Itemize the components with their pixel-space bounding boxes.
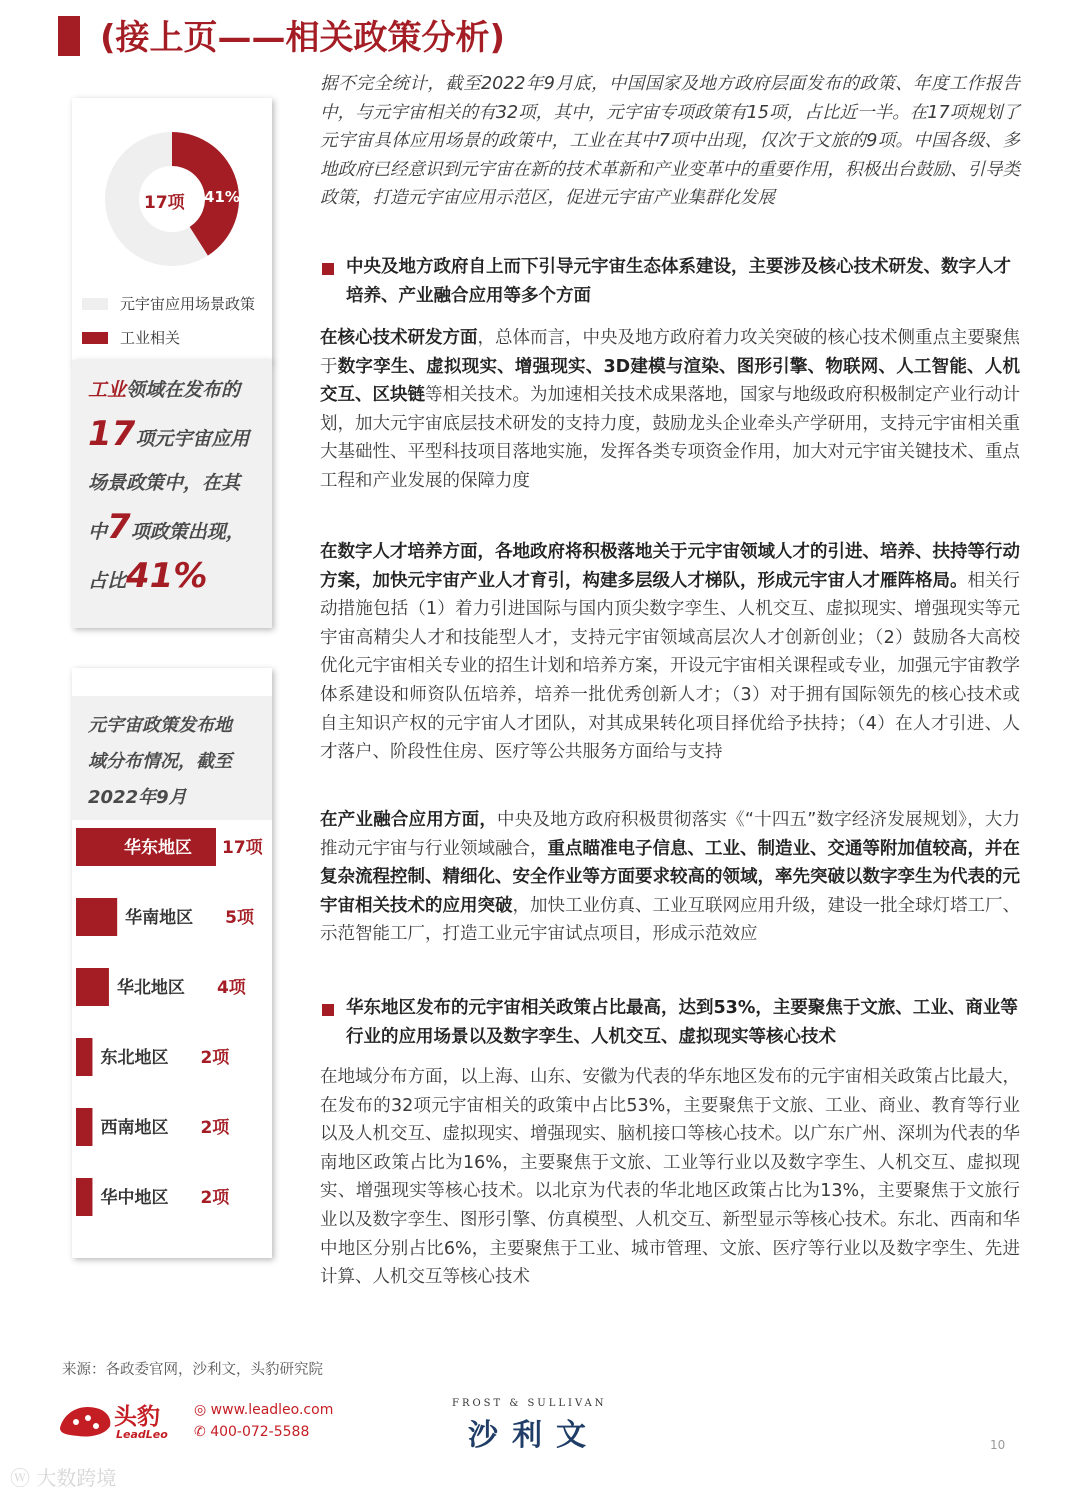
legend-swatch-red [82, 332, 108, 344]
bullet-heading-1: 中央及地方政府自上而下引导元宇宙生态体系建设，主要涉及核心技术研发、数字人才培养、产业融合应用等多个方面 [346, 257, 1011, 306]
callout-num-7: 7 [107, 507, 131, 547]
leadleo-brand-cn: 头豹 [114, 1404, 160, 1430]
region-label-3: 东北地区 [100, 1048, 169, 1068]
p1-b: 数字孪生、虚拟现实、增强现实、3D建模与渲染、图形引擎、物联网、人工智能、人机交互、区块链 [320, 356, 1020, 406]
industry-callout [88, 368, 263, 603]
region-title-line3: 2022年9月 [88, 787, 187, 808]
paragraph-regions: 在地域分布方面，以上海、山东、安徽为代表的华东地区发布的元宇宙相关政策占比最大，在发布的32项元宇宙相关的政策中占比53%，主要聚焦于文旅、工业、商业、教育等行业以及人机交互、虚拟现实、增强现实、脑机接口等核心技术。以广东广州、深圳为代表的华南地区政策占比为16%，主要聚焦于文旅、工业等行业以及数字孪生、人机交互、虚拟现实、增强现实等核心技术。以北京为代表的华北地区政策占比为13%，主要聚焦于文旅行业以及数字孪生、图形引擎、仿真模型、人机交互、新型显示等核心技术。东北、西南和华中地区分别占比6%，主要聚焦于工业、城市管理、文旅、医疗等行业以及数字孪生、先进计算、人机交互等核心技术 [320, 1067, 1020, 1288]
bullet-square-1 [322, 263, 334, 275]
region-value-4: 2项 [200, 1118, 230, 1138]
leadleo-leopard-logo [56, 1398, 116, 1442]
p1-c: 等相关技术。为加速相关技术成果落地，国家与地级政府积极制定产业行动计划，加大元宇宙底层技术研发的支持力度，鼓励龙头企业牵头产学研用，支持元宇宙相关重大基础性、平型科技项目落地实施，发挥各类专项资金作用，加大对元宇宙关键技术、重点工程和产业发展的保障力度 [320, 385, 1020, 491]
callout-line1: 领域在发布的 [126, 379, 241, 401]
weibo-icon: ⓦ [10, 1466, 37, 1490]
region-chart-title [88, 708, 260, 816]
phone-icon: ✆ [194, 1424, 211, 1440]
p3-lead: 在产业融合应用方面， [320, 810, 498, 830]
p2-lead: 在数字人才培养方面，各地政府将积极落地关于元宇宙领域人才的引进、培养、扶持等行动方案，加快元宇宙产业人才育引，构建多层级人才梯队，形成元宇宙人才雁阵格局。 [320, 542, 1020, 591]
donut-count-label: 17项 [144, 193, 185, 213]
website-link[interactable] [194, 1402, 333, 1418]
callout-line2: 项元宇宙应用 [135, 428, 250, 450]
frost-sullivan-logo-cn: 沙利文 [468, 1418, 600, 1453]
p3-a: 中央及地方政府积极贯彻落实《“十四五”数字经济发展规划》，大力推动元宇宙与行业领域融合， [320, 810, 1020, 859]
website-text: www.leadleo.com [210, 1402, 334, 1418]
legend-item-scenario [82, 293, 255, 314]
region-value-2: 4项 [216, 978, 246, 998]
region-label-1: 华南地区 [125, 908, 194, 928]
page-title: (接上页——相关政策分析) [100, 18, 506, 58]
callout-num-17: 17 [88, 414, 136, 454]
source-note: 来源：各政委官网，沙利文，头豹研究院 [62, 1362, 323, 1378]
callout-line3: 场景政策中，在其 [88, 472, 241, 494]
phone-number [194, 1424, 309, 1440]
title-accent-bar [58, 16, 80, 56]
p1-a: ，总体而言，中央及地方政府着力攻关突破的核心技术侧重点主要聚焦于 [320, 328, 1020, 377]
callout-line5-pre: 占比 [88, 570, 127, 592]
region-value-3: 2项 [200, 1048, 230, 1068]
legend-label-industrial: 工业相关 [120, 329, 181, 347]
region-bar-chart [72, 826, 268, 1246]
p2-rest: 相关行动措施包括（1）着力引进国际与国内顶尖数字孪生、人机交互、虚拟现实、增强现实等元宇宙高精尖人才和技能型人才，支持元宇宙领域高层次人才创新创业；（2）鼓励各大高校优化元宇宙相关专业的招生计划和培养方案，开设元宇宙相关课程或专业，加强元宇宙教学体系建设和师资队伍培养，培养一批优秀创新人才；（3）对于拥有国际领先的核心技术或自主知识产权的元宇宙人才团队，对其成果转化项目择优给予扶持；（4）在人才引进、人才落户、阶段性住房、医疗等公共服务方面给与支持 [320, 570, 1020, 763]
watermark-text: ⓦ 大数跨境 [10, 1466, 117, 1490]
region-label-2: 华北地区 [116, 978, 185, 998]
region-title-line1: 元宇宙政策发布地 [88, 715, 232, 736]
region-bar-1 [76, 898, 117, 936]
region-title-line2: 域分布情况，截至 [88, 751, 232, 772]
globe-icon: ◎ [194, 1402, 211, 1418]
donut-percent-label: 41% [204, 188, 240, 206]
region-bar-3 [76, 1038, 92, 1076]
p1-lead: 在核心技术研发方面 [320, 328, 478, 348]
region-label-0: 华东地区 [124, 838, 192, 858]
legend-item-industrial [82, 327, 180, 348]
callout-pct: 41% [126, 556, 208, 596]
paragraph-talent [320, 538, 1020, 767]
page-number: 10 [990, 1438, 1006, 1452]
bullet-heading-2: 华东地区发布的元宇宙相关政策占比最高，达到53%，主要聚焦于文旅、工业、商业等行业的应用场景以及数字孪生、人机交互、虚拟现实等核心技术 [346, 998, 1018, 1047]
frost-sullivan-wordmark: FROST & SULLIVAN [452, 1398, 607, 1409]
callout-industry: 工业 [88, 379, 127, 401]
legend-label-scenario: 元宇宙应用场景政策 [120, 295, 256, 313]
p3-b: 重点瞄准电子信息、工业、制造业、交通等附加值较高，并在复杂流程控制、精细化、安全作业等方面要求较高的领域，率先突破以数字孪生为代表的元宇宙相关技术的应用突破 [320, 838, 1020, 916]
paragraph-core-tech [320, 324, 1020, 496]
phone-text: 400-072-5588 [210, 1424, 310, 1440]
callout-line4-post: 项政策出现， [130, 521, 245, 543]
leadleo-brand-en: LeadLeo [116, 1428, 168, 1441]
region-value-1: 5项 [225, 908, 255, 928]
legend-swatch-grey [82, 298, 108, 310]
bullet-square-2 [322, 1004, 334, 1016]
paragraph-industry [320, 806, 1020, 949]
region-bar-5 [76, 1178, 92, 1216]
callout-line4-pre: 中 [88, 521, 108, 543]
p3-c: ，加快工业仿真、工业互联网应用升级，建设一批全球灯塔工厂、示范智能工厂，打造工业元宇宙试点项目，形成示范效应 [320, 895, 1020, 945]
region-label-4: 西南地区 [100, 1118, 169, 1138]
region-label-5: 华中地区 [100, 1188, 169, 1208]
intro-paragraph: 据不完全统计，截至2022年9月底，中国国家及地方政府层面发布的政策、年度工作报告中，与元宇宙相关的有32项，其中，元宇宙专项政策有15项，占比近一半。在17项规划了元宇宙具体应用场景的政策中，工业在其中7项中出现，仅次于文旅的9项。中国各级、多地政府已经意识到元宇宙在新的技术革新和产业变革中的重要作用，积极出台鼓励、引导类政策，打造元宇宙应用示范区，促进元宇宙产业集群化发展 [320, 74, 1020, 209]
region-value-5: 2项 [200, 1188, 230, 1208]
region-bar-2 [76, 968, 109, 1006]
region-value-0: 17项 [222, 838, 263, 858]
region-bar-4 [76, 1108, 92, 1146]
